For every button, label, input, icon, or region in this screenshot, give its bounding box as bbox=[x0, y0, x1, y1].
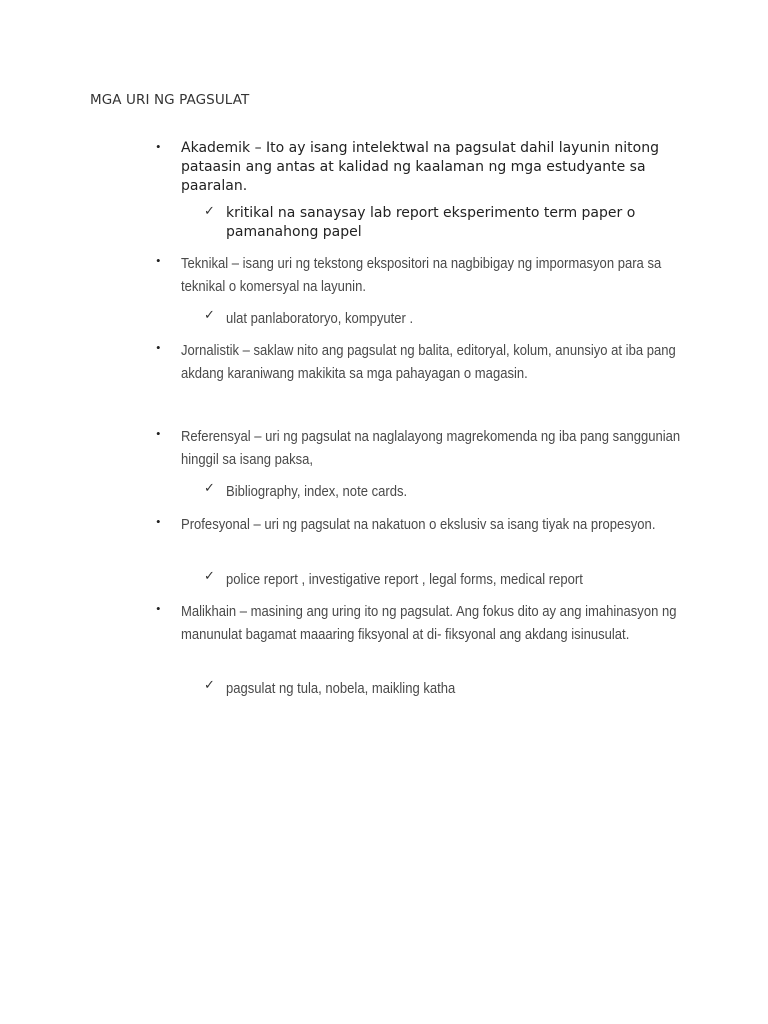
list-item-malikhain bbox=[156, 601, 681, 646]
item-description: Akademik – Ito ay isang intelektwal na pagsulat dahil layunin nitong pataasin ang antas at kalidad ng kaalaman ng mga estudyante sa paaralan. bbox=[181, 140, 659, 194]
sub-item-malikhain-examples bbox=[204, 678, 666, 700]
sub-item-akademik-examples bbox=[204, 204, 666, 242]
bullet-icon: • bbox=[156, 253, 161, 268]
sub-item-text: kritikal na sanaysay lab report eksperimento term paper o pamanahong papel bbox=[226, 205, 636, 240]
checkmark-icon: ✓ bbox=[204, 204, 215, 219]
sub-item-text: ulat panlaboratoryo, kompyuter . bbox=[226, 311, 414, 327]
checkmark-icon: ✓ bbox=[204, 569, 215, 584]
checkmark-icon: ✓ bbox=[204, 678, 215, 693]
item-description: Jornalistik – saklaw nito ang pagsulat ng balita, editoryal, kolum, anunsiyo at iba pang akdang karaniwang makikita sa mga pahayagan o magasin. bbox=[181, 343, 676, 382]
sub-item-profesyonal-examples bbox=[204, 569, 666, 591]
list-item-profesyonal bbox=[156, 514, 681, 537]
item-description: Profesyonal – uri ng pagsulat na nakatuon o ekslusiv sa isang tiyak na propesyon. bbox=[181, 517, 656, 533]
list-item-jornalistik bbox=[156, 340, 681, 385]
bullet-icon: • bbox=[156, 514, 161, 529]
bullet-icon: • bbox=[156, 601, 161, 616]
item-description: Malikhain – masining ang uring ito ng pagsulat. Ang fokus dito ay ang imahinasyon ng manunulat bagamat maaaring fiksyonal at di- fiksyonal ang akdang isinusulat. bbox=[181, 604, 677, 643]
bullet-icon: • bbox=[156, 340, 161, 355]
bullet-icon: • bbox=[156, 139, 161, 154]
sub-item-referensyal-examples bbox=[204, 481, 666, 503]
list-item-referensyal bbox=[156, 426, 681, 471]
item-description: Referensyal – uri ng pagsulat na naglalayong magrekomenda ng iba pang sanggunian hinggil sa isang paksa, bbox=[181, 429, 681, 468]
sub-item-text: police report , investigative report , legal forms, medical report bbox=[226, 572, 583, 588]
checkmark-icon: ✓ bbox=[204, 308, 215, 323]
list-item-akademik bbox=[156, 139, 681, 196]
document-title: MGA URI NG PAGSULAT bbox=[90, 92, 250, 108]
sub-item-teknikal-examples bbox=[204, 308, 666, 330]
checkmark-icon: ✓ bbox=[204, 481, 215, 496]
sub-item-text: Bibliography, index, note cards. bbox=[226, 484, 408, 500]
item-description: Teknikal – isang uri ng tekstong ekspositori na nagbibigay ng impormasyon para sa teknikal o komersyal na layunin. bbox=[181, 256, 662, 295]
bullet-icon: • bbox=[156, 426, 161, 441]
list-item-teknikal bbox=[156, 253, 681, 298]
sub-item-text: pagsulat ng tula, nobela, maikling katha bbox=[226, 681, 456, 697]
